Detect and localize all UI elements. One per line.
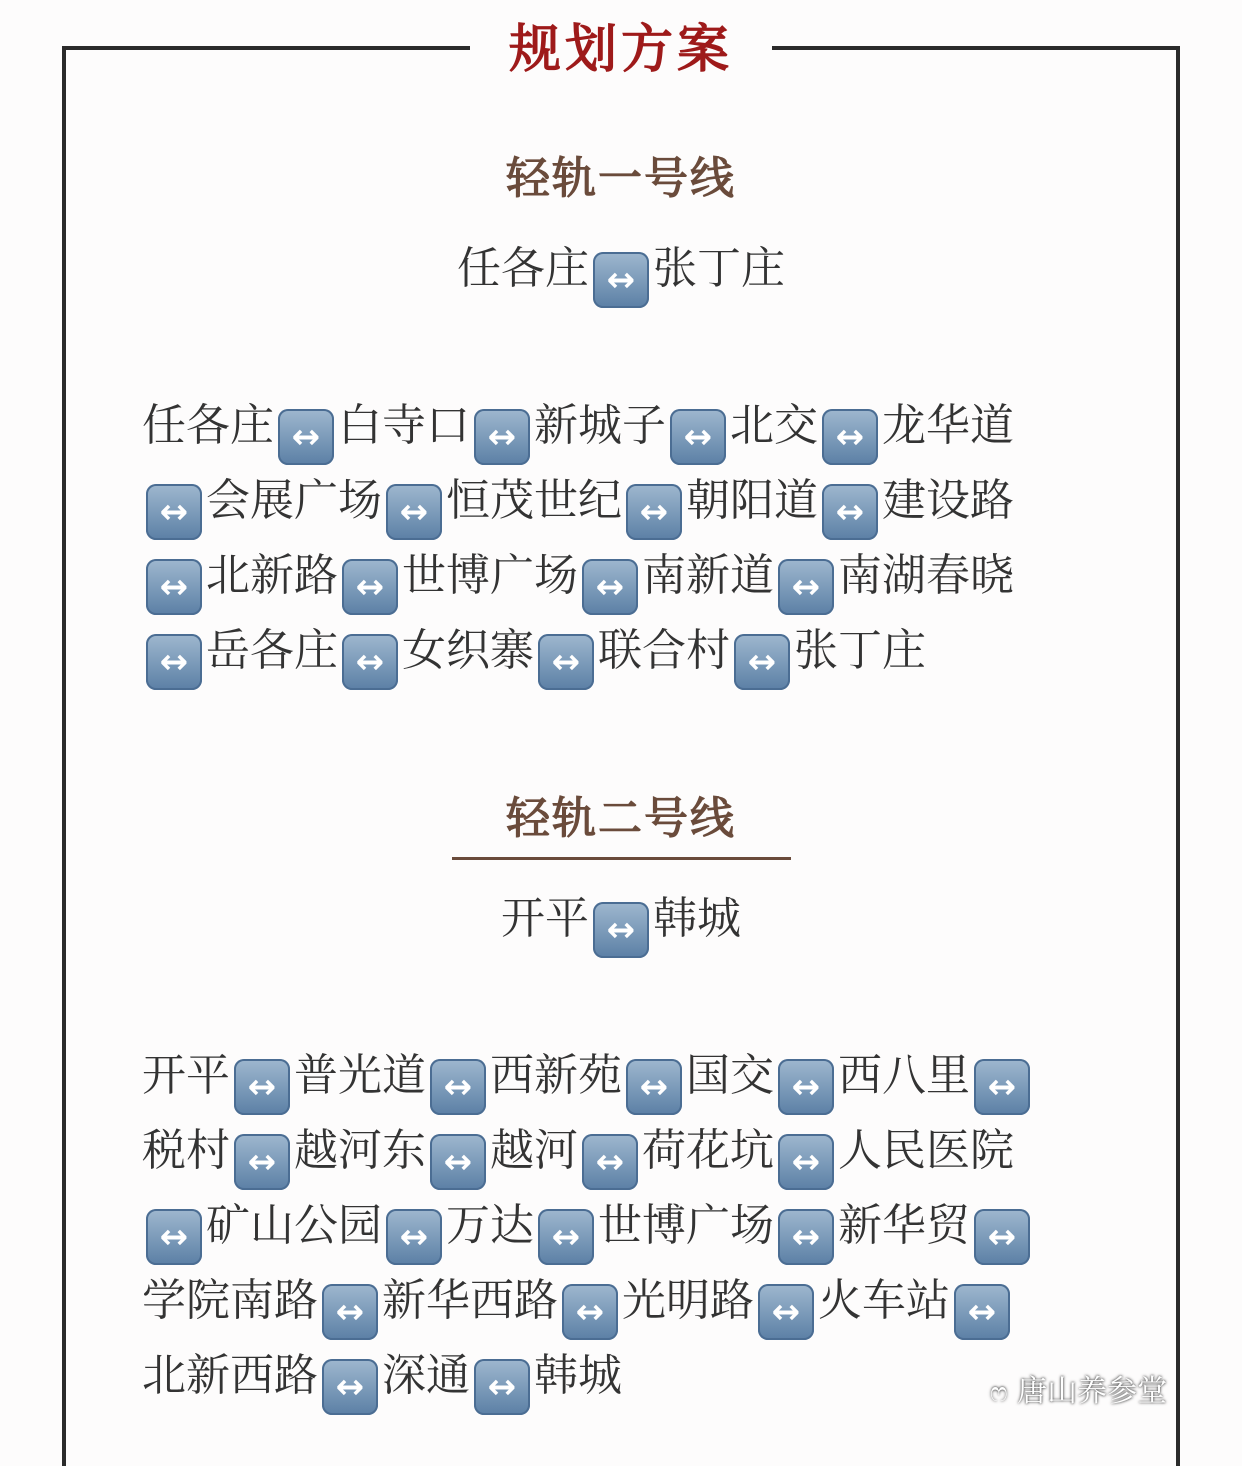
route-line <box>142 390 1102 465</box>
route-line <box>142 1265 1102 1340</box>
station-name: 税村 <box>142 1125 230 1176</box>
station-name: 朝阳道 <box>686 475 818 526</box>
station-name: 韩城 <box>534 1350 622 1401</box>
left-right-arrow-icon: ↔ <box>626 484 682 540</box>
left-right-arrow-icon: ↔ <box>386 484 442 540</box>
station-name: 深通 <box>382 1350 470 1401</box>
left-right-arrow-icon: ↔ <box>322 1359 378 1415</box>
left-right-arrow-icon: ↔ <box>954 1284 1010 1340</box>
left-right-arrow-icon: ↔ <box>593 252 649 308</box>
left-right-arrow-icon: ↔ <box>778 559 834 615</box>
left-right-arrow-icon: ↔ <box>234 1134 290 1190</box>
station-name: 联合村 <box>598 625 730 676</box>
left-right-arrow-icon: ↔ <box>974 1059 1030 1115</box>
station-name: 北新西路 <box>142 1350 318 1401</box>
watermark <box>990 1366 1167 1410</box>
station-name: 南湖春晓 <box>838 550 1014 601</box>
station-name: 开平 <box>142 1050 230 1101</box>
station-name: 女织寨 <box>402 625 534 676</box>
route-line <box>142 540 1102 615</box>
line2-summary <box>0 882 1242 958</box>
left-right-arrow-icon: ↔ <box>146 634 202 690</box>
left-right-arrow-icon: ↔ <box>734 634 790 690</box>
station-name: 新华西路 <box>382 1275 558 1326</box>
page-title: 规划方案 <box>508 20 733 80</box>
station-name: 岳各庄 <box>206 625 338 676</box>
station-name: 新城子 <box>534 400 666 451</box>
left-right-arrow-icon: ↔ <box>538 1209 594 1265</box>
left-right-arrow-icon: ↔ <box>626 1059 682 1115</box>
route-line <box>142 465 1102 540</box>
station-name: 矿山公园 <box>206 1200 382 1251</box>
station-name: 荷花坑 <box>642 1125 774 1176</box>
left-right-arrow-icon: ↔ <box>234 1059 290 1115</box>
line2-route <box>142 1040 1102 1415</box>
left-right-arrow-icon: ↔ <box>822 409 878 465</box>
left-right-arrow-icon: ↔ <box>593 902 649 958</box>
left-right-arrow-icon: ↔ <box>278 409 334 465</box>
station-name: 人民医院 <box>838 1125 1014 1176</box>
station-name: 国交 <box>686 1050 774 1101</box>
station-name: 北交 <box>730 400 818 451</box>
left-right-arrow-icon: ↔ <box>582 1134 638 1190</box>
route-line <box>142 1190 1102 1265</box>
heading-divider <box>452 857 791 860</box>
line2-heading: 轻轨二号线 <box>506 793 736 844</box>
line1-route <box>142 390 1102 690</box>
left-right-arrow-icon: ↔ <box>386 1209 442 1265</box>
station-name: 白寺口 <box>338 400 470 451</box>
left-right-arrow-icon: ↔ <box>582 559 638 615</box>
left-right-arrow-icon: ↔ <box>342 634 398 690</box>
station-name: 任各庄 <box>457 243 589 294</box>
left-right-arrow-icon: ↔ <box>670 409 726 465</box>
left-right-arrow-icon: ↔ <box>778 1059 834 1115</box>
route-line <box>142 1340 1102 1415</box>
station-name: 万达 <box>446 1200 534 1251</box>
station-name: 新华贸 <box>838 1200 970 1251</box>
station-name: 南新道 <box>642 550 774 601</box>
station-name: 越河 <box>490 1125 578 1176</box>
station-name: 建设路 <box>882 475 1014 526</box>
left-right-arrow-icon: ↔ <box>822 484 878 540</box>
left-right-arrow-icon: ↔ <box>430 1134 486 1190</box>
watermark-text: 唐山养参堂 <box>1017 1374 1168 1409</box>
left-right-arrow-icon: ↔ <box>474 409 530 465</box>
line1-summary <box>0 232 1242 308</box>
route-line <box>142 1040 1102 1115</box>
station-name: 世博广场 <box>598 1200 774 1251</box>
wechat-logo-icon: ෆ <box>990 1378 1008 1408</box>
left-right-arrow-icon: ↔ <box>562 1284 618 1340</box>
station-name: 北新路 <box>206 550 338 601</box>
station-name: 恒茂世纪 <box>446 475 622 526</box>
left-right-arrow-icon: ↔ <box>430 1059 486 1115</box>
left-right-arrow-icon: ↔ <box>342 559 398 615</box>
station-name: 火车站 <box>818 1275 950 1326</box>
station-name: 学院南路 <box>142 1275 318 1326</box>
left-right-arrow-icon: ↔ <box>146 484 202 540</box>
left-right-arrow-icon: ↔ <box>322 1284 378 1340</box>
station-name: 越河东 <box>294 1125 426 1176</box>
station-name: 张丁庄 <box>653 243 785 294</box>
left-right-arrow-icon: ↔ <box>778 1209 834 1265</box>
left-right-arrow-icon: ↔ <box>974 1209 1030 1265</box>
station-name: 普光道 <box>294 1050 426 1101</box>
route-line <box>142 615 1102 690</box>
station-name: 韩城 <box>653 893 741 944</box>
left-right-arrow-icon: ↔ <box>758 1284 814 1340</box>
station-name: 开平 <box>501 893 589 944</box>
route-line <box>142 1115 1102 1190</box>
station-name: 西八里 <box>838 1050 970 1101</box>
line1-heading: 轻轨一号线 <box>506 153 736 204</box>
left-right-arrow-icon: ↔ <box>778 1134 834 1190</box>
left-right-arrow-icon: ↔ <box>538 634 594 690</box>
left-right-arrow-icon: ↔ <box>146 1209 202 1265</box>
station-name: 会展广场 <box>206 475 382 526</box>
station-name: 西新苑 <box>490 1050 622 1101</box>
station-name: 光明路 <box>622 1275 754 1326</box>
station-name: 张丁庄 <box>794 625 926 676</box>
title-box <box>470 6 772 94</box>
station-name: 任各庄 <box>142 400 274 451</box>
station-name: 龙华道 <box>882 400 1014 451</box>
station-name: 世博广场 <box>402 550 578 601</box>
left-right-arrow-icon: ↔ <box>474 1359 530 1415</box>
left-right-arrow-icon: ↔ <box>146 559 202 615</box>
